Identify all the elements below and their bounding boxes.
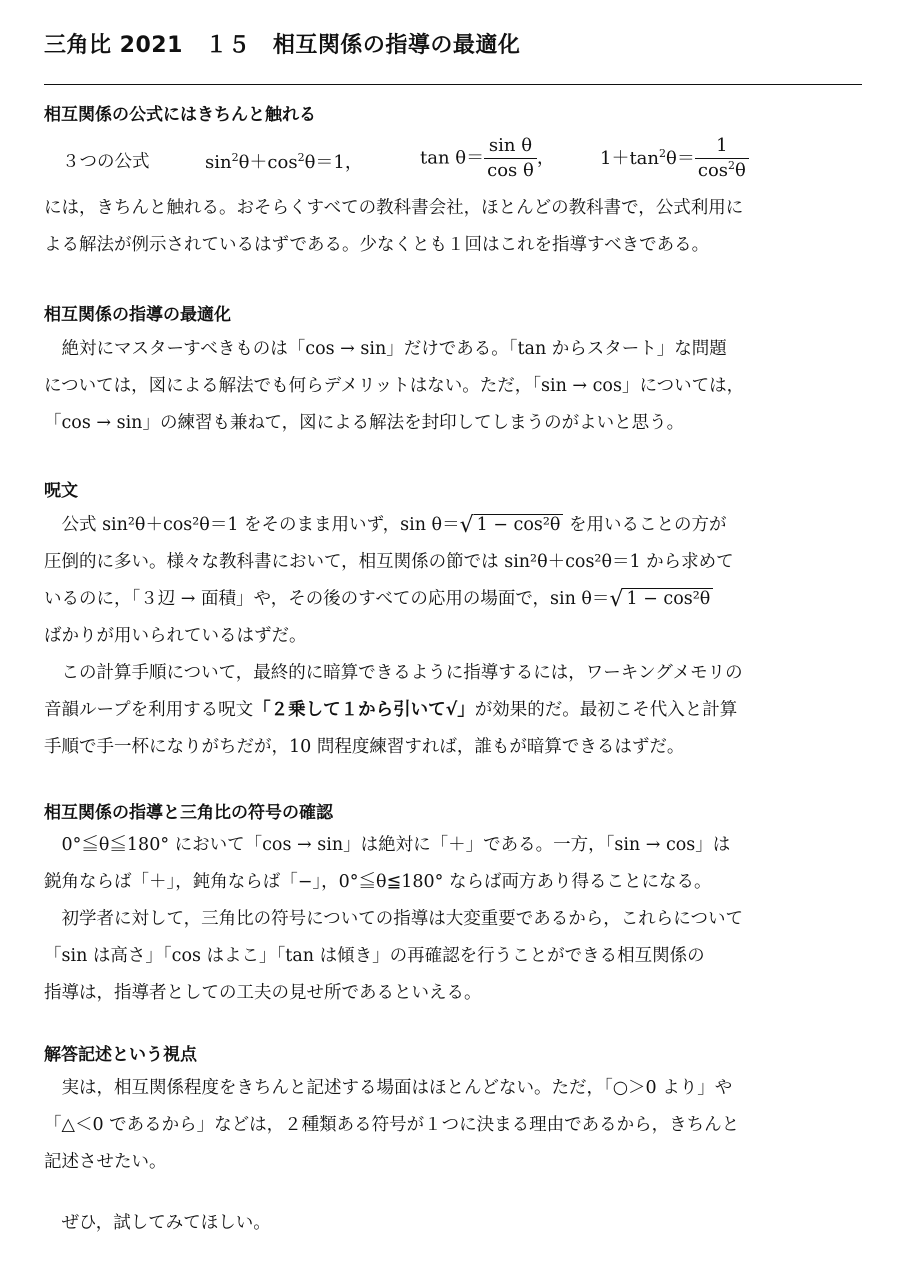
formula-secant-lhs: $1+\tan^2\theta=$	[600, 146, 695, 169]
section-heading-spell: 呪文	[44, 481, 78, 501]
square-root-expression	[609, 581, 713, 618]
text-line	[44, 507, 862, 544]
paragraph-signs	[44, 827, 862, 1012]
text-line: ばかりが用いられているはずだ。	[44, 626, 307, 646]
square-root-expression	[460, 507, 564, 544]
section-heading-optimization: 相互関係の指導の最適化	[44, 305, 231, 325]
formula-secant	[600, 134, 749, 183]
formula-secant-numerator: 1	[695, 134, 749, 159]
paragraph-optimization	[44, 331, 862, 442]
text-segment: を用いることの方が	[563, 515, 727, 535]
text-segment: 音韻ループを利用する呪文	[44, 700, 254, 720]
text-line: 0°≦θ≦180° において「cos → sin」は絶対に「＋」である。一方，「sin → cos」は	[44, 835, 731, 855]
formula-tangent	[420, 134, 555, 183]
text-line: 「cos → sin」の練習も兼ねて，図による解法を封印してしまうのがよいと思う。	[44, 413, 685, 433]
formula-tangent-fraction	[484, 134, 537, 183]
formulas-lead: ３つの公式	[62, 152, 150, 172]
formula-tangent-comma: ，	[536, 147, 555, 169]
section-heading-signs: 相互関係の指導と三角比の符号の確認	[44, 803, 333, 823]
text-line: 初学者に対して，三角比の符号についての指導は大変重要であるから，これらについて	[44, 909, 743, 929]
text-line: この計算手順について，最終的に暗算できるように指導するには，ワーキングメモリの	[44, 663, 743, 683]
title-divider	[44, 84, 862, 85]
page-title: 三角比 2021 １５ 相互関係の指導の最適化	[44, 33, 521, 58]
formula-pythagorean: $\sin^2\theta+\cos^2\theta=1$，	[205, 151, 363, 173]
text-line: 実は，相互関係程度をきちんと記述する場面はほとんどない。ただ，「○＞0 より」や	[44, 1078, 733, 1098]
spell-phrase: 「２乗して１から引いて√」	[253, 700, 475, 720]
text-line	[44, 581, 862, 618]
text-line: 指導は，指導者としての工夫の見せ所であるといえる。	[44, 983, 482, 1003]
radical-sign: √	[459, 513, 474, 538]
text-line: 手順で手一杯になりがちだが，10 問程度練習すれば，誰もが暗算できるはずだ。	[44, 737, 685, 757]
formula-secant-fraction	[695, 134, 749, 183]
section-heading-answer-writing: 解答記述という視点	[44, 1045, 197, 1065]
text-line: 鋭角ならば「＋」，鈍角ならば「−」，0°≦θ≦180° ならば両方あり得ることになる。	[44, 872, 712, 892]
text-line: 「sin は高さ」「cos はよこ」「tan は傾き」の再確認を行うことができる相互関係の	[44, 946, 705, 966]
paragraph-formulas	[44, 190, 862, 264]
text-segment: が効果的だ。最初こそ代入と計算	[474, 700, 738, 720]
formula-secant-denominator: $\cos^2\theta$	[697, 159, 746, 181]
text-line: よる解法が例示されているはずである。少なくとも１回はこれを指導すべきである。	[44, 235, 710, 255]
text-segment: 公式 sin²θ＋cos²θ＝1 をそのまま用いず，sin θ＝	[44, 515, 460, 535]
closing-line: ぜひ，試してみてほしい。	[44, 1213, 271, 1233]
section-heading-formulas: 相互関係の公式にはきちんと触れる	[44, 105, 316, 125]
formula-tangent-lhs: tan θ＝	[420, 147, 485, 169]
paragraph-spell	[44, 507, 862, 766]
radical-sign: √	[609, 587, 624, 612]
text-line: 圧倒的に多い。様々な教科書において，相互関係の節では sin²θ＋cos²θ＝1 から求めて	[44, 552, 734, 572]
text-line: については，図による解法でも何らデメリットはない。ただ，「sin → cos」については，	[44, 376, 745, 396]
formula-tangent-numerator: sin θ	[484, 134, 537, 159]
text-line: 絶対にマスターすべきものは「cos → sin」だけである。「tan からスタート」な問題	[44, 339, 727, 359]
text-line	[44, 692, 862, 729]
text-line: 「△＜0 であるから」などは，２種類ある符号が１つに決まる理由であるから，きちんと	[44, 1115, 740, 1135]
text-line: 記述させたい。	[44, 1152, 167, 1172]
text-line: には，きちんと触れる。おそらくすべての教科書会社，ほとんどの教科書で，公式利用に	[44, 198, 744, 218]
three-formulas	[62, 134, 862, 190]
radicand: 1 − cos²θ	[474, 514, 564, 535]
formula-tangent-denominator: cos θ	[487, 160, 534, 181]
radicand: 1 − cos²θ	[623, 588, 713, 609]
text-segment: いるのに，「３辺 → 面積」や，その後のすべての応用の場面で，sin θ＝	[44, 589, 610, 609]
paragraph-answer-writing	[44, 1070, 862, 1181]
